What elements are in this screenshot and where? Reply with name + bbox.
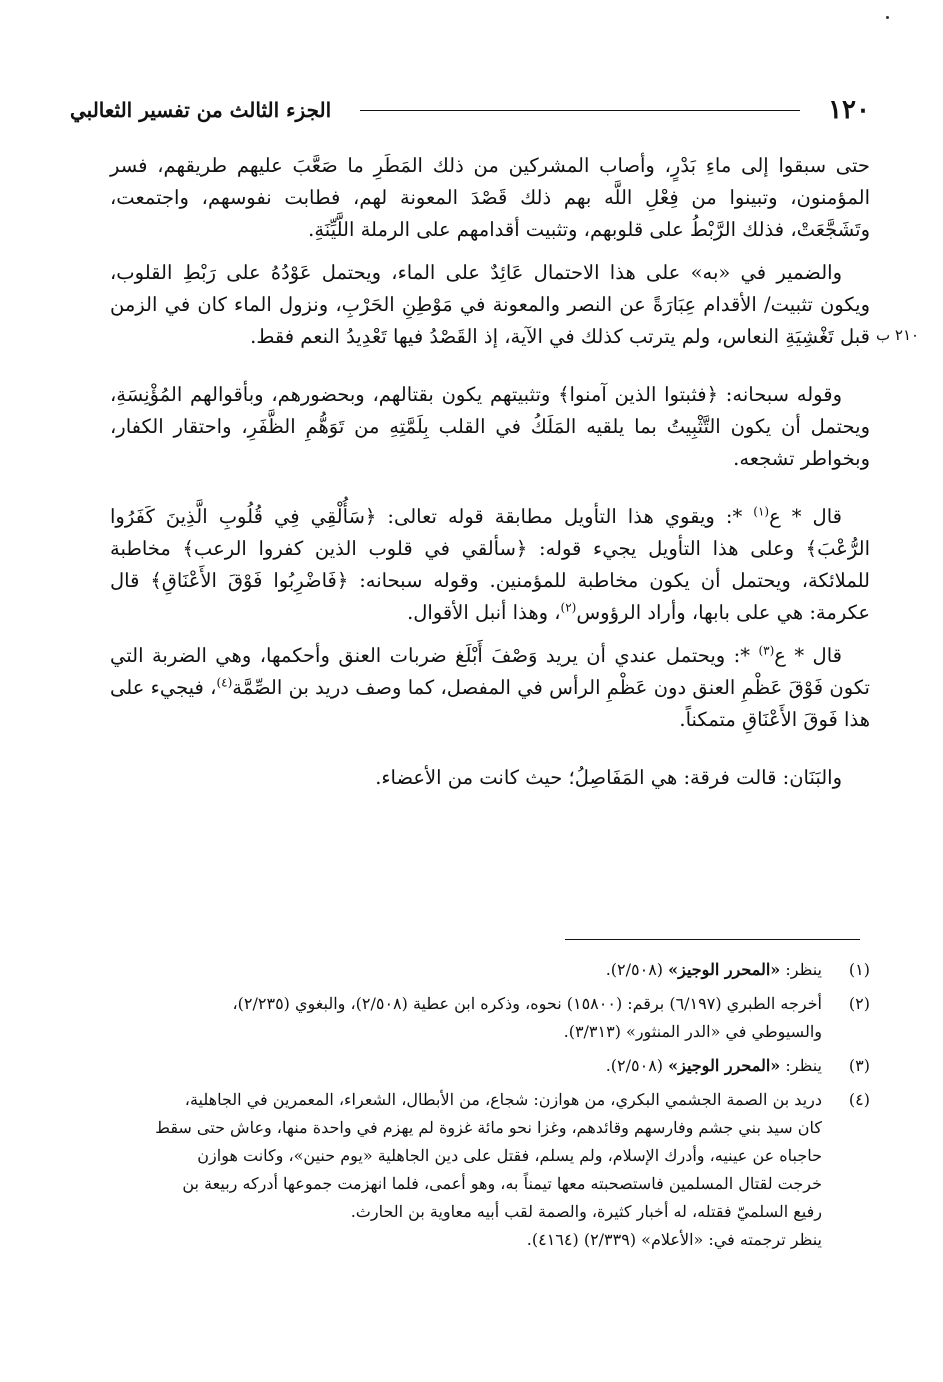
- page-header: [70, 92, 870, 128]
- footnote-line: دريد بن الصمة الجشمي البكري، من هوازن: شجاع، من الأبطال، الشعراء، المعمرين في الجاهلية،: [184, 1090, 822, 1109]
- paragraph-4-end: ، وهذا أنبل الأقوال.: [407, 601, 561, 624]
- footnote-number: (٢): [848, 994, 870, 1013]
- footnote-2: [110, 990, 870, 1046]
- footnote-number: (١): [848, 960, 870, 979]
- main-text: [110, 150, 870, 805]
- footnote-number: (٤): [848, 1090, 870, 1109]
- paragraph-4: [110, 501, 870, 629]
- paragraph-2: والضمير في «به» على هذا الاحتمال عَائِدٌ على الماء، ويحتمل عَوْدُهُ على رَبْطِ القلوب، ويكون تثبيت/ الأقدام عِبَارَةً عن النصر والمعونة في مَوْطِنِ الحَرْبِ، ونزول الماء كان في الزمن قبل تَغْشِيَةِ النعاس، ولم يترتب كذلك في الآية، إذ القَصْدُ فيها تَعْدِيدُ النعم فقط.: [110, 261, 870, 348]
- footnote-line: والسيوطي في «الدر المنثور» (٣/٣١٣).: [563, 1022, 822, 1041]
- footnote-text: [110, 956, 822, 984]
- paragraph-1: حتى سبقوا إلى ماءِ بَدْرٍ، وأصاب المشركين من ذلك المَطَرِ ما صَعَّبَ عليهم طريقهم، فسر المؤمنون، وتبينوا من فِعْلِ اللَّه بهم ذلك قَصْدَ المعونة لهم، فطابت نفوسهم، واجتمعت، وتَشَجَّعَتْ، فذلك الرَّبْطُ على قلوبهم، وتثبيت أقدامهم على الرملة اللَّيِّنَةِ.: [110, 154, 870, 241]
- header-rule: [360, 110, 800, 111]
- footnote-3: [110, 1052, 870, 1080]
- footnote-citation: (٢/٥٠٨).: [605, 1056, 669, 1075]
- footnote-ref-1: (١): [753, 504, 770, 519]
- footnote-text: [110, 1086, 822, 1254]
- footnote-line: أخرجه الطبري (٦/١٩٧) برقم: (١٥٨٠٠) نحوه، وذكره ابن عطية (٢/٥٠٨)، والبغوي (٢/٢٣٥)،: [232, 994, 822, 1013]
- footnotes: [110, 956, 870, 1260]
- paragraph-5-start: قال * ع: [774, 644, 842, 667]
- paragraph-5-text: *: ويحتمل عندي أن يريد وَصْفَ أَبْلَغ ضربات العنق وأحكمها، وهي الضربة التي تكون فَوْقَ عَظْمِ العنق دون عَظْمِ الرأس في المفصل، كما وصف دريد بن الصِّمَّة: [110, 644, 870, 699]
- footnote-source-title: «المحرر الوجيز»: [668, 960, 781, 979]
- footnote-prefix: ينظر:: [780, 960, 822, 979]
- manuscript-folio-note: ٢١٠ ب: [876, 326, 920, 344]
- paragraph-6: والبَنَان: قالت فرقة: هي المَفَاصِلُ؛ حيث كانت من الأعضاء.: [375, 766, 842, 789]
- footnote-ref-4: (٤): [216, 675, 233, 690]
- footnote-citation: (٢/٥٠٨).: [605, 960, 669, 979]
- footnote-text: [110, 1052, 822, 1080]
- paragraph-4-text: *: ويقوي هذا التأويل مطابقة قوله تعالى: ﴿سَأُلْقِي فِي قُلُوبِ الَّذِينَ كَفَرُوا الرُّعْبَ﴾ وعلى هذا التأويل يجيء قوله: ﴿سألقي في قلوب الذين كفروا الرعب﴾ مخاطبة للملائكة، ويحتمل أن يكون مخاطبة للمؤمنين. وقوله سبحانه: ﴿فَاضْرِبُوا فَوْقَ الأَعْنَاقِ﴾ قال عكرمة: هي على بابها، وأراد الرؤوس: [110, 505, 870, 624]
- paragraph-4-start: قال * ع: [769, 505, 842, 528]
- page-number: ١٢٠: [828, 95, 870, 125]
- footnote-prefix: ينظر:: [780, 1056, 822, 1075]
- footnote-1: [110, 956, 870, 984]
- paragraph-3: وقوله سبحانه: ﴿فثبتوا الذين آمنوا﴾ وتثبيتهم يكون بقتالهم، وبحضورهم، وبأقوالهم المُؤْنِسَةِ، ويحتمل أن يكون التَّثْبِيتُ بما يلقيه المَلَكُ في القلب بِلَمَّتِهِ من تَوَهُّمِ الظَّفَرِ، واحتقار الكفار، وبخواطر تشجعه.: [110, 383, 870, 470]
- footnote-separator: [565, 939, 860, 940]
- footnote-ref-3: (٣): [758, 643, 775, 658]
- paragraph-5-end: ، فيجيء على هذا فَوقَ الأَعْنَاقِ متمكناً.: [110, 676, 870, 731]
- footnote-number: (٣): [848, 1056, 870, 1075]
- footnote-4: [110, 1086, 870, 1254]
- running-title: الجزء الثالث من تفسير الثعالبي: [70, 98, 332, 122]
- paragraph-5: [110, 640, 870, 736]
- footnote-line: خرجت لقتال المسلمين فاستصحبته معها تيمناً به، وهو أعمى، فلما انهزمت جموعها أدركه ربيعة بن: [182, 1174, 822, 1193]
- footnote-line: ينظر ترجمته في: «الأعلام» (٢/٣٣٩) (٤١٦٤).: [526, 1230, 822, 1249]
- footnote-ref-2: (٢): [560, 600, 577, 615]
- stray-mark: [886, 16, 889, 19]
- footnote-line: رفيع السلميّ فقتله، له أخبار كثيرة، والصمة لقب أبيه معاوية بن الحارث.: [350, 1202, 822, 1221]
- footnote-line: حاجباه عن عينيه، وأدرك الإسلام، ولم يسلم، فقتل على دين الجاهلية «يوم حنين»، وكانت هوازن: [197, 1146, 822, 1165]
- footnote-line: كان سيد بني جشم وفارسهم وقائدهم، وغزا نحو مائة غزوة لم يهزم في واحدة منها، وعاش حتى سقط: [155, 1118, 822, 1137]
- footnote-text: [110, 990, 822, 1046]
- footnote-source-title: «المحرر الوجيز»: [668, 1056, 781, 1075]
